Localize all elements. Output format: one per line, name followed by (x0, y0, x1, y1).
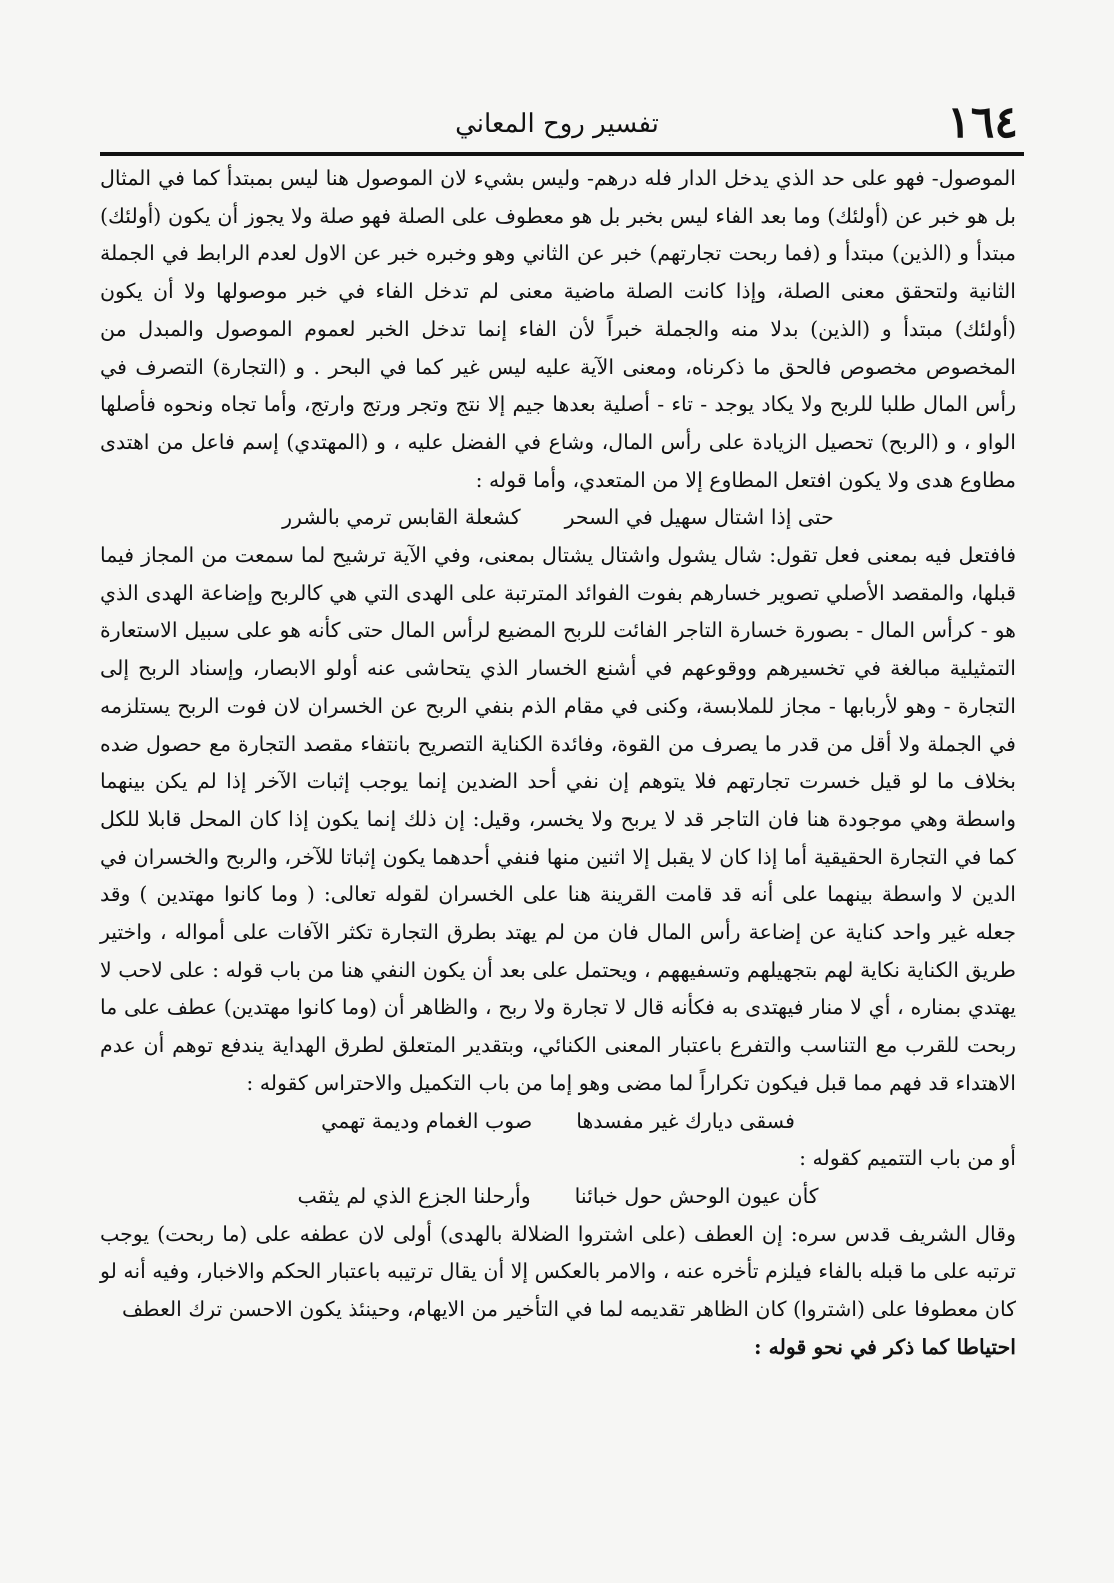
verse-hemistich-second: وأرحلنا الجزع الذي لم يثقب (297, 1183, 531, 1208)
verse-hemistich-first: فسقى ديارك غير مفسدها (576, 1108, 795, 1133)
page-number: ١٦٤ (947, 97, 1018, 148)
header-rule (100, 152, 1024, 156)
verse-hemistich-second: صوب الغمام وديمة تهمي (321, 1108, 533, 1133)
verse-hemistich-first: حتى إذا اشتال سهيل في السحر (564, 505, 834, 530)
paragraph: أو من باب التتميم كقوله : (799, 1146, 1016, 1171)
paragraph: فافتعل فيه بمعنى فعل تقول: شال يشول واشتال يشتال بمعنى، وفي الآية ترشيح لما سمعت من المجاز فيما قبلها، والمقصد الأصلي تصوير خسارهم بفوت الفوائد المترتبة على الهدى التي هي كالربح وإضاعة الهدى الذي هو - كرأس المال - بصورة خسارة التاجر الفائت للربح المضيع لرأس المال حتى كأنه هو على سبيل الاستعارة التمثيلية مبالغة في تخسيرهم ووقوعهم في أشنع الخسار الذي يتحاشى عنه أولو الابصار، وإسناد الربح إلى التجارة - وهو لأربابها - مجاز للملابسة، وكنى في مقام الذم بنفي الربح عن الخسران لان فوت الربح يستلزمه في الجملة ولا أقل من قدر ما يصرف من القوة، وفائدة الكناية التصريح بانتفاء مقصد التجارة مع حصول ضده بخلاف ما لو قيل خسرت تجارتهم فلا يتوهم إن نفي أحد الضدين إنما يوجب إثبات الآخر إذا لم يكن بينهما واسطة وهي موجودة هنا فان التاجر قد لا يربح ولا يخسر، وقيل: إن ذلك إنما يكون إذا كان المحل قابلا للكل كما في التجارة الحقيقية أما إذا كان لا يقبل إلا اثنين منها فنفي أحدهما يكون إثباتا للآخر، والربح والخسران في الدين لا واسطة بينهما على أنه قد قامت القرينة هنا على الخسران لقوله تعالى: ( وما كانوا مهتدين ) وقد جعله غير واحد كناية عن إضاعة رأس المال فان من لم يهتد بطرق التجارة تكثر الآفات على أمواله ، واختير طريق الكناية نكاية لهم بتجهيلهم وتسفيههم ، ويحتمل على بعد أن يكون النفي هنا من باب قوله : على لاحب لا يهتدي بمناره ، أي لا منار فيهتدى به فكأنه قال لا تجارة ولا ربح ، والظاهر أن (وما كانوا مهتدين) عطف على ما ربحت للقرب مع التناسب والتفرع باعتبار المعنى الكنائي، وبتقدير المتعلق لطرق الهداية يندفع توهم أن عدم الاهتداء قد فهم مما قبل فيكون تكراراً لما مضى وهو إما من باب التكميل والاحتراس كقوله : (100, 543, 1016, 1095)
page-body (100, 160, 1016, 1367)
paragraph: الموصول- فهو على حد الذي يدخل الدار فله درهم- وليس بشيء لان الموصول هنا ليس بمبتدأ كما في المثال بل هو خبر عن (أولئك) وما بعد الفاء ليس بخبر بل هو معطوف على الصلة فهو صلة ولا يجوز أن يكون (أولئك) مبتدأ و (الذين) مبتدأ و (فما ربحت تجارتهم) خبر عن الثاني وهو وخبره خبر عن الاول لعدم الرابط في الجملة الثانية ولتحقق معنى الصلة، وإذا كانت الصلة ماضية معنى لم تدخل الفاء في خبر موصولها ولا أن يكون (أولئك) مبتدأ و (الذين) بدلا منه والجملة خبراً لأن الفاء إنما تدخل الخبر لعموم الموصول والمبدل من المخصوص مخصوص فالحق ما ذكرناه، ومعنى الآية عليه ليس غير كما في البحر . و (التجارة) التصرف في رأس المال طلبا للربح ولا يكاد يوجد - تاء - أصلية بعدها جيم إلا نتج وتجر ورتج وارتج، وأما تجاه ونحوه فأصلها الواو ، و (الربح) تحصيل الزيادة على رأس المال، وشاع في الفضل عليه ، و (المهتدي) إسم فاعل من اهتدى مطاوع هدى ولا يكون افتعل المطاوع إلا من المتعدي، وأما قوله : (100, 166, 1016, 492)
page-header (90, 94, 1024, 152)
running-title: تفسير روح المعاني (455, 109, 659, 139)
verse-line (100, 1103, 1016, 1141)
paragraph: احتياطا كما ذكر في نحو قوله : (753, 1334, 1016, 1359)
paragraph: وقال الشريف قدس سره: إن العطف (على اشتروا الضلالة بالهدى) أولى لان عطفه على (ما ربحت) يوجب ترتبه على ما قبله بالفاء فيلزم تأخره عنه ، والامر بالعكس إلا أن يقال ترتيبه باعتبار الحكم والاخبار، وفيه أنه لو كان معطوفا على (اشتروا) كان الظاهر تقديمه لما في التأخير من الايهام، وحينئذ يكون الاحسن ترك العطف (100, 1221, 1016, 1322)
verse-line (100, 499, 1016, 537)
verse-hemistich-first: كأن عيون الوحش حول خبائنا (574, 1183, 819, 1208)
verse-line (100, 1178, 1016, 1216)
verse-hemistich-second: كشعلة القابس ترمي بالشرر (282, 505, 521, 530)
